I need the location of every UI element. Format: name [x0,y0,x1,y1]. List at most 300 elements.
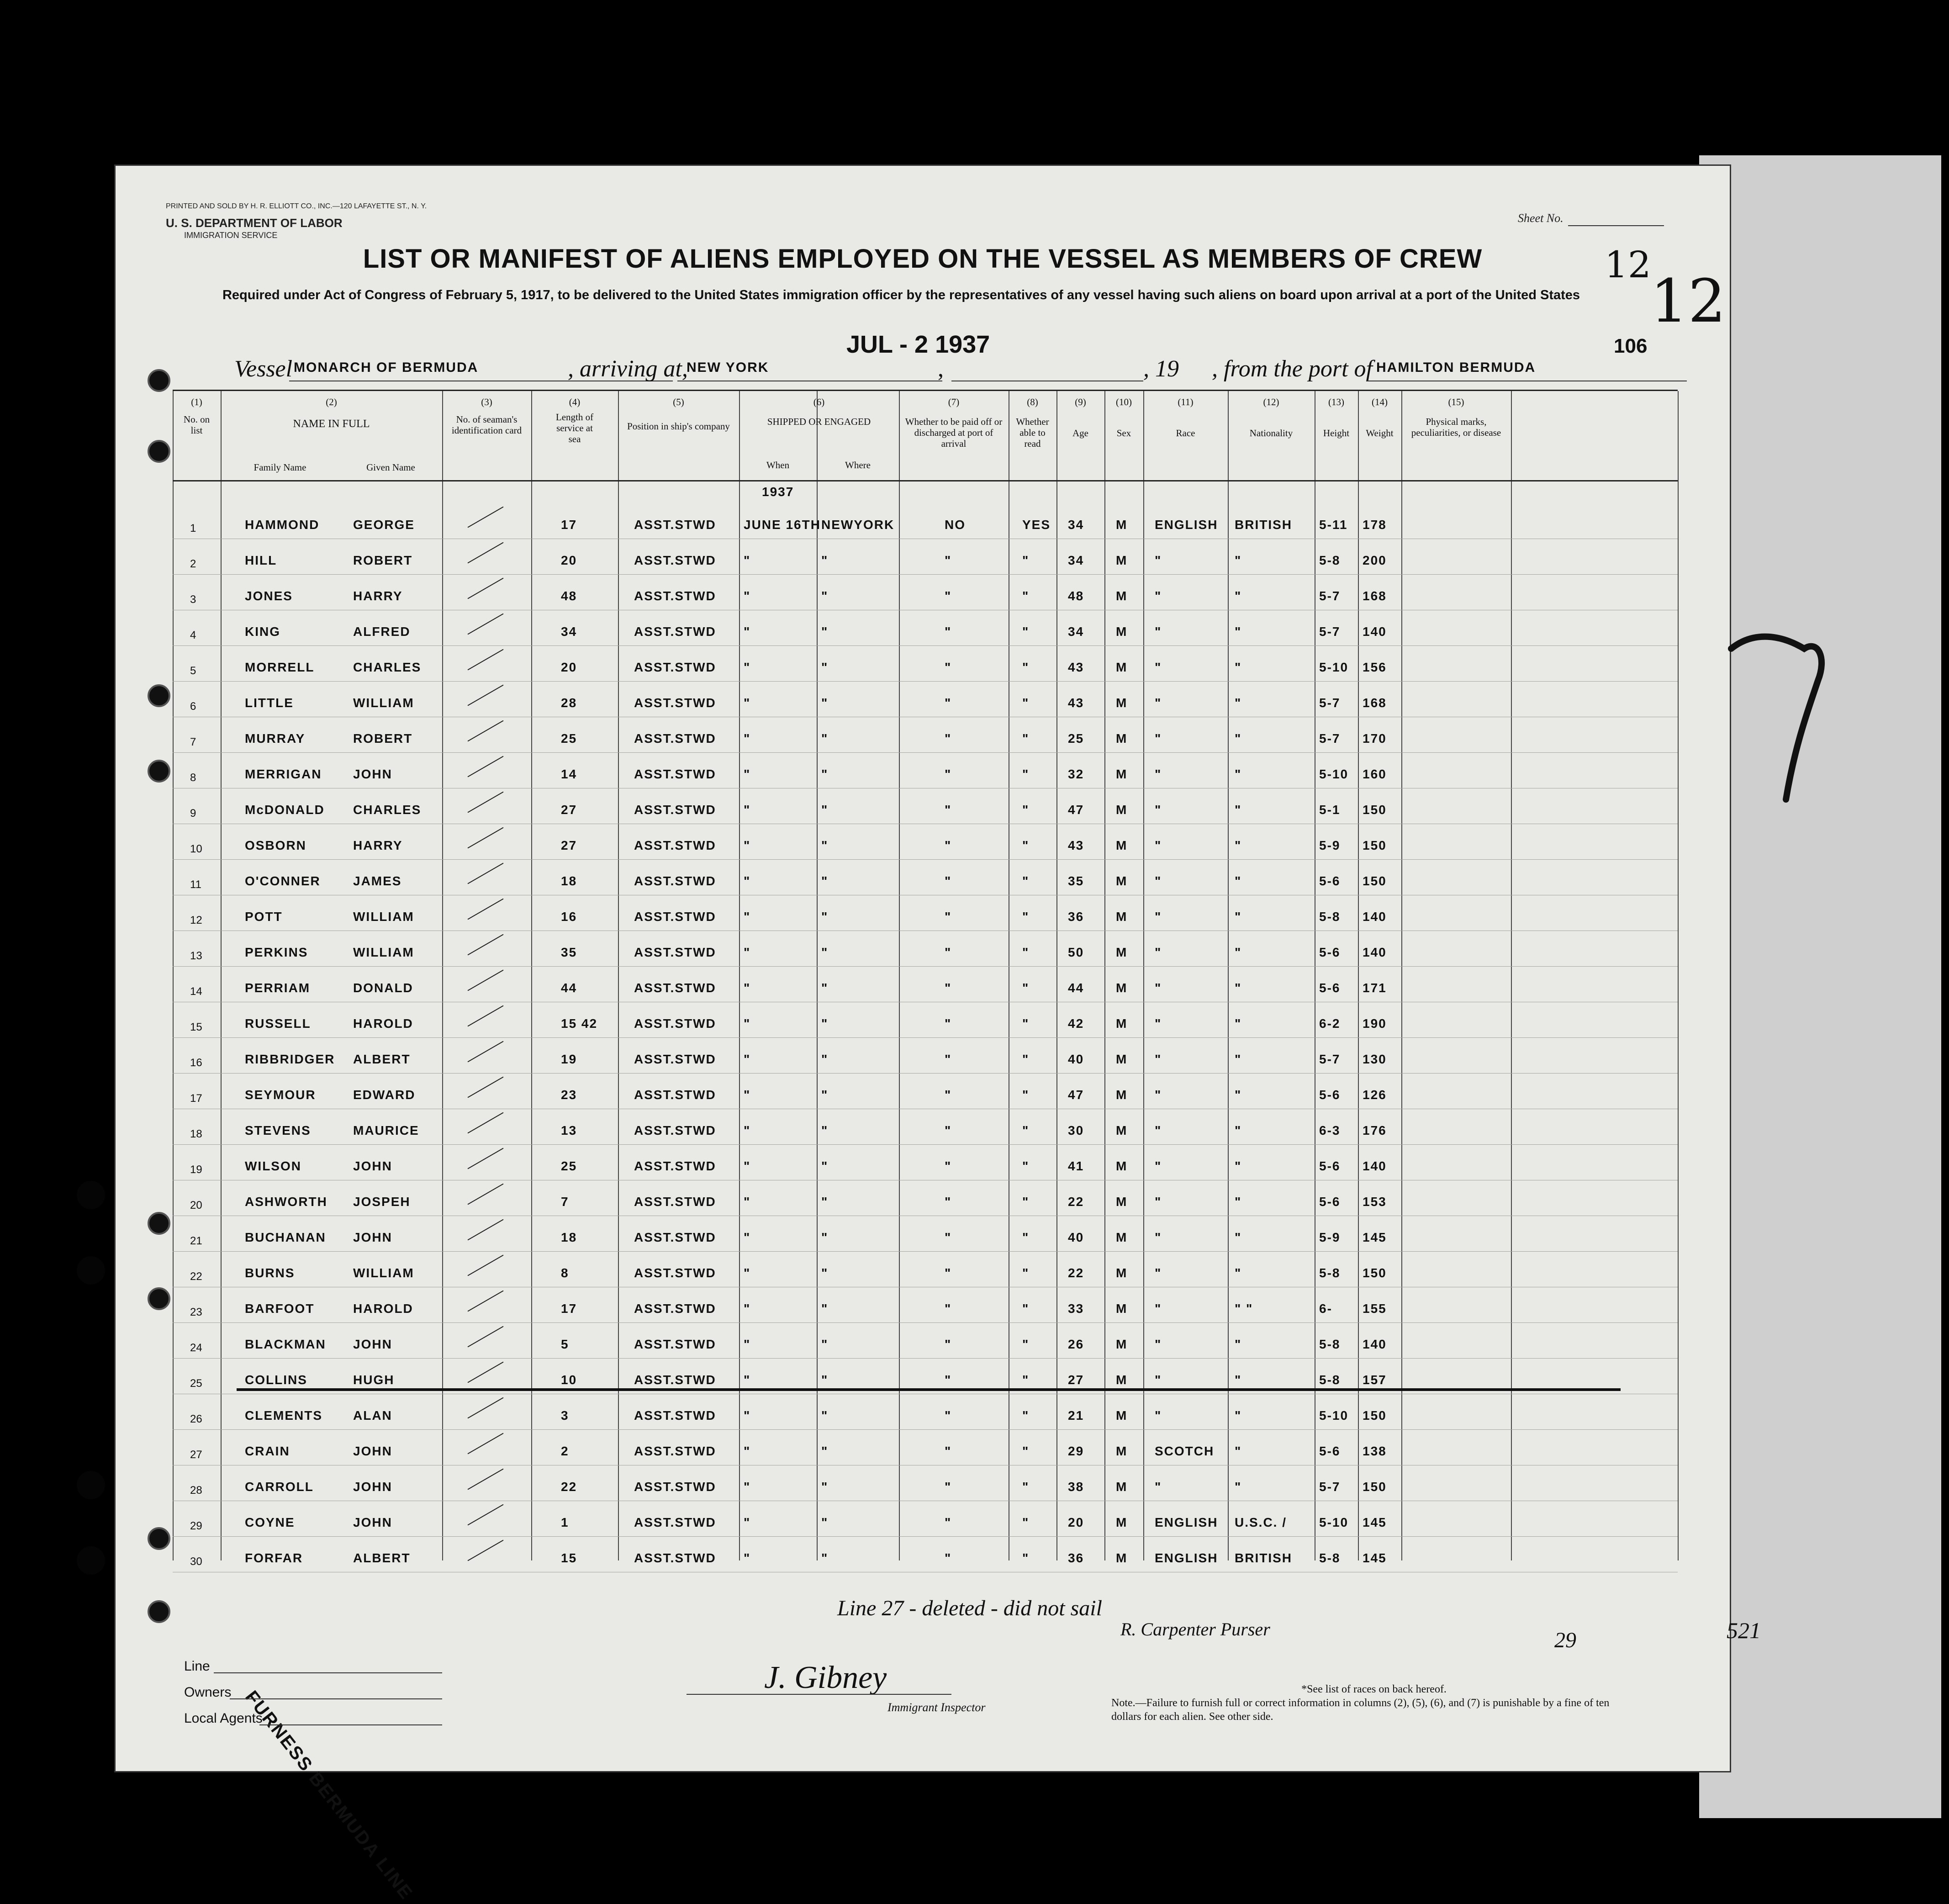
given-name: JOHN [353,1444,392,1458]
given-name: WILLIAM [353,696,414,710]
family-name: COYNE [245,1515,295,1529]
given-name: JOHN [353,1337,392,1351]
shipped-when: " [744,1337,751,1351]
sex: M [1116,1088,1128,1102]
age: 40 [1068,1052,1084,1066]
line-27-strikeout [237,1388,1621,1391]
row-rule [173,1322,1678,1323]
position: ASST.STWD [634,1373,716,1387]
family-name: MORRELL [245,660,315,674]
given-name: WILLIAM [353,945,414,959]
punch-hole [148,1287,170,1310]
service-length: 10 [561,1373,577,1387]
nationality: " [1235,1337,1242,1351]
col-border [173,391,174,1560]
col-border [531,391,532,1560]
family-name: BARFOOT [245,1301,315,1316]
shipped-where: " [821,696,829,710]
able-to-read: " [1022,1515,1030,1529]
punch-hole [148,760,170,783]
service-length: 15 [561,1551,577,1565]
paid-off: " [945,838,952,852]
id-card-tick [468,685,504,706]
age: 40 [1068,1230,1084,1244]
col-border [1104,391,1105,1560]
given-name: JOHN [353,1230,392,1244]
id-card-tick [468,1469,504,1490]
age: 38 [1068,1480,1084,1494]
shipped-when: " [744,874,751,888]
shipped-where: " [821,767,829,781]
id-card-tick [468,1290,504,1312]
shipped-where: " [821,731,829,746]
nationality: " [1235,838,1242,852]
height: 5-10 [1319,767,1349,781]
weight: 138 [1363,1444,1387,1458]
row-number: 12 [190,914,202,926]
nationality: " [1235,981,1242,995]
id-card-tick [468,542,504,564]
handwritten-mark [1727,630,1827,804]
col5-header: Position in ship's company [627,421,730,432]
weight: 150 [1363,1480,1387,1494]
shipped-where: " [821,1195,829,1209]
height: 5-9 [1319,1230,1341,1244]
position: ASST.STWD [634,553,716,567]
row-rule [173,1429,1678,1430]
nationality: " [1235,1123,1242,1137]
binder-hole [77,1181,105,1209]
col-border [1678,391,1679,1560]
weight: 153 [1363,1195,1387,1209]
sex: M [1116,767,1128,781]
service-length: 17 [561,518,577,532]
id-card-tick [468,1326,504,1348]
age: 22 [1068,1195,1084,1209]
shipped-where: " [821,1088,829,1102]
family-name: CLEMENTS [245,1408,322,1423]
weight: 200 [1363,553,1387,567]
sex: M [1116,660,1128,674]
age: 35 [1068,874,1084,888]
col4-number: (4) [569,397,581,407]
age: 44 [1068,981,1084,995]
height: 5-6 [1319,1444,1341,1458]
family-name: McDONALD [245,803,325,817]
given-name: HARRY [353,838,403,852]
row-rule [173,1536,1678,1537]
height: 5-1 [1319,803,1341,817]
family-name: COLLINS [245,1373,307,1387]
row-number: 29 [190,1520,202,1532]
able-to-read: " [1022,589,1030,603]
race: ENGLISH [1155,518,1218,532]
age: 43 [1068,696,1084,710]
header-divider [173,480,1678,481]
position: ASST.STWD [634,803,716,817]
height: 5-8 [1319,910,1341,924]
paid-off: " [945,1337,952,1351]
paid-off: " [945,803,952,817]
weight: 155 [1363,1301,1387,1316]
shipped-where: " [821,624,829,639]
manifest-sheet [114,164,1731,1904]
able-to-read: " [1022,1016,1030,1031]
race: " [1155,838,1162,852]
id-card-tick [468,827,504,849]
sex: M [1116,1052,1128,1066]
row-number: 24 [190,1342,202,1354]
weight: 130 [1363,1052,1387,1066]
weight: 168 [1363,696,1387,710]
age: 21 [1068,1408,1084,1423]
id-card-tick [468,1397,504,1419]
col6-number: (6) [813,397,825,407]
family-name: BUCHANAN [245,1230,326,1244]
nationality: " [1235,1195,1242,1209]
shipped-where: " [821,803,829,817]
height: 5-7 [1319,1480,1341,1494]
nationality: " [1235,553,1242,567]
race: " [1155,1123,1162,1137]
family-name: CRAIN [245,1444,290,1458]
height: 5-6 [1319,981,1341,995]
col6-where-header: Where [845,460,871,471]
race: " [1155,945,1162,959]
family-name: FORFAR [245,1551,303,1565]
able-to-read: " [1022,910,1030,924]
shipped-when: " [744,1480,751,1494]
family-name: STEVENS [245,1123,311,1137]
col2-given-header: Given Name [366,462,415,473]
sheet-number: 106 [1614,335,1648,357]
position: ASST.STWD [634,696,716,710]
height: 5-7 [1319,624,1341,639]
shipped-when: " [744,660,751,674]
race: " [1155,1373,1162,1387]
sex: M [1116,1444,1128,1458]
shipped-when: " [744,553,751,567]
paid-off: " [945,1551,952,1565]
age: 20 [1068,1515,1084,1529]
shipped-when: " [744,1052,751,1066]
service-length: 34 [561,624,577,639]
shipped-when: " [744,803,751,817]
col5-number: (5) [673,397,684,407]
weight: 160 [1363,767,1387,781]
row-number: 8 [190,772,196,784]
paid-off: " [945,1016,952,1031]
able-to-read: " [1022,1230,1030,1244]
paid-off: " [945,660,952,674]
sex: M [1116,1016,1128,1031]
sex: M [1116,1301,1128,1316]
weight: 140 [1363,945,1387,959]
height: 6-2 [1319,1016,1341,1031]
id-card-tick [468,934,504,956]
able-to-read: " [1022,1337,1030,1351]
given-name: CHARLES [353,803,422,817]
row-number: 25 [190,1377,202,1390]
family-name: POTT [245,910,283,924]
year-label: , 19 [1143,356,1179,382]
shipped-where: " [821,1266,829,1280]
col1-number: (1) [191,397,202,407]
line-underline [214,1672,442,1673]
shipped-when: " [744,1016,751,1031]
nationality: " [1235,1444,1242,1458]
id-card-tick [468,899,504,920]
able-to-read: " [1022,731,1030,746]
nationality: " [1235,874,1242,888]
service-length: 5 [561,1337,569,1351]
weight: 150 [1363,838,1387,852]
date-stamp: JUL - 2 1937 [846,331,990,358]
service-length: 13 [561,1123,577,1137]
service-length: 8 [561,1266,569,1280]
position: ASST.STWD [634,767,716,781]
row-number: 6 [190,700,196,713]
shipped-where: " [821,1159,829,1173]
race: " [1155,1337,1162,1351]
paid-off: " [945,1195,952,1209]
given-name: ALBERT [353,1551,411,1565]
family-name: JONES [245,589,293,603]
count-total: 29 [1554,1628,1576,1652]
col-border [817,391,818,1560]
weight: 140 [1363,910,1387,924]
shipped-where: " [821,981,829,995]
race: " [1155,624,1162,639]
weight: 150 [1363,803,1387,817]
race: " [1155,1195,1162,1209]
paid-off: " [945,945,952,959]
position: ASST.STWD [634,1337,716,1351]
sex: M [1116,981,1128,995]
inspector-label: Immigrant Inspector [887,1701,986,1714]
age: 33 [1068,1301,1084,1316]
row-rule [173,752,1678,753]
service-length: 22 [561,1480,577,1494]
given-name: DONALD [353,981,413,995]
race: " [1155,731,1162,746]
row-number: 2 [190,558,196,570]
shipped-where: " [821,1551,829,1565]
shipped-when: " [744,1408,751,1423]
service-length: 20 [561,660,577,674]
id-card-tick [468,1148,504,1169]
date-comma: , [938,356,944,382]
row-number: 18 [190,1128,202,1140]
id-card-tick [468,578,504,599]
nationality: " [1235,1408,1242,1423]
race: " [1155,1408,1162,1423]
race: ENGLISH [1155,1551,1218,1565]
crew-table [173,390,1678,1568]
shipped-when: " [744,1515,751,1529]
paid-off: " [945,1159,952,1173]
family-name: CARROLL [245,1480,314,1494]
arriving-label: , arriving at, [568,356,688,382]
race: " [1155,1088,1162,1102]
weight: 126 [1363,1088,1387,1102]
family-name: MERRIGAN [245,767,322,781]
shipped-when: " [744,1301,751,1316]
id-card-tick [468,1255,504,1276]
race: " [1155,696,1162,710]
row-number: 3 [190,593,196,606]
shipped-where: NEWYORK [821,518,895,532]
col11-number: (11) [1178,397,1194,407]
shipped-where: " [821,553,829,567]
service-length: 15 42 [561,1016,598,1031]
row-number: 7 [190,736,196,748]
sheet-no-label: Sheet No. [1518,212,1563,225]
paid-off: " [945,1052,952,1066]
row-number: 26 [190,1413,202,1425]
age: 36 [1068,1551,1084,1565]
given-name: JOSPEH [353,1195,411,1209]
row-number: 5 [190,665,196,677]
age: 42 [1068,1016,1084,1031]
position: ASST.STWD [634,874,716,888]
col-border [1358,391,1359,1560]
row-number: 30 [190,1555,202,1568]
paid-off: " [945,910,952,924]
height: 5-7 [1319,731,1341,746]
nationality: " [1235,660,1242,674]
family-name: ASHWORTH [245,1195,327,1209]
position: ASST.STWD [634,910,716,924]
weight: 140 [1363,1337,1387,1351]
owners-label: Owners [184,1685,232,1700]
nationality: " [1235,1266,1242,1280]
able-to-read: " [1022,660,1030,674]
race: " [1155,553,1162,567]
height: 5-10 [1319,1408,1349,1423]
height: 5-10 [1319,660,1349,674]
age: 29 [1068,1444,1084,1458]
height: 5-8 [1319,1551,1341,1565]
weight: 150 [1363,1408,1387,1423]
shipped-when: " [744,1195,751,1209]
service-length: 35 [561,945,577,959]
race: " [1155,1230,1162,1244]
age: 32 [1068,767,1084,781]
row-number: 17 [190,1092,202,1105]
shipped-when: " [744,1088,751,1102]
punch-hole [148,1527,170,1550]
shipped-where: " [821,1301,829,1316]
paid-off: " [945,1123,952,1137]
service-length: 16 [561,910,577,924]
age: 34 [1068,518,1084,532]
family-name: O'CONNER [245,874,321,888]
sex: M [1116,1123,1128,1137]
col1-header: No. on list [183,414,210,436]
service-length: 27 [561,803,577,817]
height: 5-11 [1319,518,1348,532]
shipped-where: " [821,1373,829,1387]
binder-hole [77,1546,105,1575]
sex: M [1116,910,1128,924]
given-name: ROBERT [353,553,413,567]
col9-number: (9) [1075,397,1086,407]
sex: M [1116,1159,1128,1173]
id-card-tick [468,1219,504,1241]
col10-number: (10) [1116,397,1132,407]
row-rule [173,1037,1678,1038]
paid-off: " [945,1301,952,1316]
position: ASST.STWD [634,1195,716,1209]
shipped-where: " [821,1016,829,1031]
given-name: WILLIAM [353,1266,414,1280]
footer-notes [1111,1682,1637,1724]
service-length: 17 [561,1301,577,1316]
sex: M [1116,1408,1128,1423]
position: ASST.STWD [634,589,716,603]
agents-label: Local Agents [184,1711,263,1726]
shipped-where: " [821,589,829,603]
row-rule [173,645,1678,646]
family-name: BLACKMAN [245,1337,326,1351]
weight: 150 [1363,874,1387,888]
height: 5-8 [1319,1337,1341,1351]
service-length: 3 [561,1408,569,1423]
paid-off: " [945,1266,952,1280]
form-title: LIST OR MANIFEST OF ALIENS EMPLOYED ON THE VESSEL AS MEMBERS OF CREW [363,244,1483,274]
id-card-tick [468,1041,504,1063]
able-to-read: " [1022,767,1030,781]
given-name: HAROLD [353,1301,413,1316]
height: 6- [1319,1301,1332,1316]
sex: M [1116,803,1128,817]
paid-off: " [945,696,952,710]
weight: 157 [1363,1373,1387,1387]
height: 5-7 [1319,696,1341,710]
position: ASST.STWD [634,1515,716,1529]
age: 43 [1068,838,1084,852]
weight: 171 [1363,981,1387,995]
row-number: 16 [190,1057,202,1069]
family-name: MURRAY [245,731,306,746]
handwritten-number-large: 12 [1650,266,1726,336]
paid-off: NO [945,518,966,532]
sex: M [1116,624,1128,639]
printer-credit: PRINTED AND SOLD BY H. R. ELLIOTT CO., INC.—120 LAFAYETTE ST., N. Y. [166,202,427,210]
sex: M [1116,518,1128,532]
row-rule [173,681,1678,682]
family-name: PERRIAM [245,981,311,995]
sex: M [1116,945,1128,959]
deletion-note: Line 27 - deleted - did not sail [837,1596,1102,1620]
id-card-tick [468,1184,504,1205]
row-number: 20 [190,1199,202,1211]
nationality: BRITISH [1235,1551,1292,1565]
shipped-where: " [821,874,829,888]
row-number: 14 [190,985,202,998]
sex: M [1116,1230,1128,1244]
shipped-where: " [821,910,829,924]
height: 5-10 [1319,1515,1349,1529]
able-to-read: " [1022,1301,1030,1316]
able-to-read: " [1022,803,1030,817]
able-to-read: " [1022,1159,1030,1173]
shipped-where: " [821,1230,829,1244]
col2-number: (2) [326,397,337,407]
sex: M [1116,1266,1128,1280]
nationality: " [1235,1016,1242,1031]
